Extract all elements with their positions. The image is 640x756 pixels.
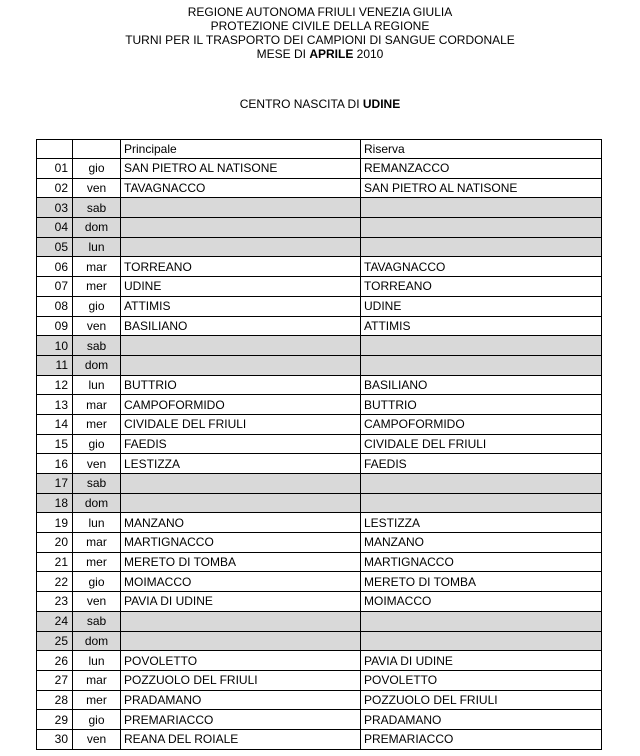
principale-cell: PAVIA DI UDINE: [121, 592, 361, 612]
weekday-cell: ven: [73, 316, 121, 336]
weekday-cell: sab: [73, 474, 121, 494]
principale-cell: PRADAMANO: [121, 690, 361, 710]
day-number-cell: 20: [37, 533, 73, 553]
riserva-cell: MARTIGNACCO: [361, 552, 602, 572]
day-number-cell: 08: [37, 296, 73, 316]
weekday-cell: mer: [73, 414, 121, 434]
day-number-cell: 04: [37, 218, 73, 238]
weekday-cell: gio: [73, 159, 121, 179]
weekday-cell: ven: [73, 454, 121, 474]
principale-cell: MERETO DI TOMBA: [121, 552, 361, 572]
day-number-cell: 12: [37, 375, 73, 395]
weekday-cell: dom: [73, 355, 121, 375]
principale-cell: MANZANO: [121, 513, 361, 533]
day-number-cell: 27: [37, 670, 73, 690]
weekday-cell: ven: [73, 729, 121, 749]
principale-cell: POZZUOLO DEL FRIULI: [121, 670, 361, 690]
day-number-cell: 29: [37, 710, 73, 730]
table-row: [37, 355, 602, 375]
day-number-cell: 17: [37, 474, 73, 494]
table-header-row: [37, 140, 602, 159]
weekday-cell: sab: [73, 198, 121, 218]
table-row: [37, 533, 602, 553]
principale-cell: MARTIGNACCO: [121, 533, 361, 553]
riserva-cell: REMANZACCO: [361, 159, 602, 179]
birth-center-prefix: CENTRO NASCITA DI: [239, 97, 363, 111]
birth-center-city: UDINE: [362, 97, 401, 111]
weekday-cell: lun: [73, 375, 121, 395]
month-year: 2010: [353, 47, 384, 61]
riserva-cell: POZZUOLO DEL FRIULI: [361, 690, 602, 710]
principale-cell: BUTTRIO: [121, 375, 361, 395]
header-cell-riserva: Riserva: [361, 140, 602, 159]
principale-cell: LESTIZZA: [121, 454, 361, 474]
table-row: [37, 710, 602, 730]
day-number-cell: 25: [37, 631, 73, 651]
day-number-cell: 11: [37, 355, 73, 375]
riserva-cell: ATTIMIS: [361, 316, 602, 336]
weekday-cell: dom: [73, 218, 121, 238]
table-row: [37, 572, 602, 592]
day-number-cell: 01: [37, 159, 73, 179]
riserva-cell: PRADAMANO: [361, 710, 602, 730]
shift-table: [36, 139, 602, 750]
weekday-cell: sab: [73, 336, 121, 356]
principale-cell: PREMARIACCO: [121, 710, 361, 730]
riserva-cell: BUTTRIO: [361, 395, 602, 415]
weekday-cell: lun: [73, 237, 121, 257]
table-row: [37, 611, 602, 631]
document-header: [0, 5, 640, 61]
riserva-cell: PAVIA DI UDINE: [361, 651, 602, 671]
day-number-cell: 23: [37, 592, 73, 612]
day-number-cell: 13: [37, 395, 73, 415]
weekday-cell: ven: [73, 178, 121, 198]
weekday-cell: mar: [73, 670, 121, 690]
weekday-cell: mar: [73, 257, 121, 277]
table-row: [37, 414, 602, 434]
day-number-cell: 05: [37, 237, 73, 257]
riserva-cell: [361, 611, 602, 631]
principale-cell: CIVIDALE DEL FRIULI: [121, 414, 361, 434]
table-row: [37, 670, 602, 690]
principale-cell: [121, 198, 361, 218]
riserva-cell: [361, 355, 602, 375]
riserva-cell: FAEDIS: [361, 454, 602, 474]
table-row: [37, 729, 602, 749]
table-row: [37, 434, 602, 454]
riserva-cell: [361, 237, 602, 257]
principale-cell: [121, 336, 361, 356]
month-name: APRILE: [309, 47, 354, 61]
table-row: [37, 159, 602, 179]
table-row: [37, 651, 602, 671]
riserva-cell: LESTIZZA: [361, 513, 602, 533]
table-row: [37, 513, 602, 533]
weekday-cell: mer: [73, 690, 121, 710]
principale-cell: FAEDIS: [121, 434, 361, 454]
day-number-cell: 18: [37, 493, 73, 513]
principale-cell: [121, 355, 361, 375]
principale-cell: SAN PIETRO AL NATISONE: [121, 159, 361, 179]
riserva-cell: MANZANO: [361, 533, 602, 553]
principale-cell: BASILIANO: [121, 316, 361, 336]
day-number-cell: 10: [37, 336, 73, 356]
weekday-cell: sab: [73, 611, 121, 631]
day-number-cell: 03: [37, 198, 73, 218]
riserva-cell: [361, 198, 602, 218]
principale-cell: [121, 218, 361, 238]
weekday-cell: ven: [73, 592, 121, 612]
riserva-cell: CAMPOFORMIDO: [361, 414, 602, 434]
day-number-cell: 30: [37, 729, 73, 749]
riserva-cell: [361, 631, 602, 651]
table-row: [37, 690, 602, 710]
weekday-cell: dom: [73, 493, 121, 513]
riserva-cell: TAVAGNACCO: [361, 257, 602, 277]
day-number-cell: 14: [37, 414, 73, 434]
day-number-cell: 24: [37, 611, 73, 631]
weekday-cell: gio: [73, 434, 121, 454]
month-prefix: MESE DI: [256, 47, 310, 61]
table-row: [37, 296, 602, 316]
principale-cell: TORREANO: [121, 257, 361, 277]
principale-cell: CAMPOFORMIDO: [121, 395, 361, 415]
weekday-cell: mer: [73, 277, 121, 297]
weekday-cell: mer: [73, 552, 121, 572]
table-row: [37, 336, 602, 356]
riserva-cell: [361, 218, 602, 238]
table-row: [37, 592, 602, 612]
table-row: [37, 277, 602, 297]
riserva-cell: MERETO DI TOMBA: [361, 572, 602, 592]
day-number-cell: 26: [37, 651, 73, 671]
day-number-cell: 16: [37, 454, 73, 474]
principale-cell: ATTIMIS: [121, 296, 361, 316]
day-number-cell: 09: [37, 316, 73, 336]
principale-cell: MOIMACCO: [121, 572, 361, 592]
principale-cell: POVOLETTO: [121, 651, 361, 671]
weekday-cell: gio: [73, 710, 121, 730]
weekday-cell: dom: [73, 631, 121, 651]
table-row: [37, 257, 602, 277]
header-cell-principale: Principale: [121, 140, 361, 159]
day-number-cell: 07: [37, 277, 73, 297]
table-row: [37, 474, 602, 494]
table-row: [37, 316, 602, 336]
header-cell-day: [73, 140, 121, 159]
header-region: REGIONE AUTONOMA FRIULI VENEZIA GIULIA: [187, 5, 453, 19]
header-month: [0, 47, 640, 61]
table-row: [37, 178, 602, 198]
principale-cell: [121, 237, 361, 257]
table-row: [37, 552, 602, 572]
weekday-cell: mar: [73, 533, 121, 553]
weekday-cell: gio: [73, 572, 121, 592]
birth-center-title: [0, 97, 640, 111]
day-number-cell: 15: [37, 434, 73, 454]
weekday-cell: mar: [73, 395, 121, 415]
table-row: [37, 237, 602, 257]
principale-cell: [121, 611, 361, 631]
day-number-cell: 21: [37, 552, 73, 572]
riserva-cell: BASILIANO: [361, 375, 602, 395]
day-number-cell: 19: [37, 513, 73, 533]
day-number-cell: 22: [37, 572, 73, 592]
table-row: [37, 218, 602, 238]
day-number-cell: 06: [37, 257, 73, 277]
riserva-cell: SAN PIETRO AL NATISONE: [361, 178, 602, 198]
principale-cell: UDINE: [121, 277, 361, 297]
table-row: [37, 454, 602, 474]
principale-cell: TAVAGNACCO: [121, 178, 361, 198]
weekday-cell: gio: [73, 296, 121, 316]
weekday-cell: lun: [73, 651, 121, 671]
principale-cell: [121, 493, 361, 513]
day-number-cell: 02: [37, 178, 73, 198]
riserva-cell: CIVIDALE DEL FRIULI: [361, 434, 602, 454]
riserva-cell: POVOLETTO: [361, 670, 602, 690]
riserva-cell: TORREANO: [361, 277, 602, 297]
header-civil-protection: PROTEZIONE CIVILE DELLA REGIONE: [210, 19, 430, 33]
riserva-cell: MOIMACCO: [361, 592, 602, 612]
riserva-cell: [361, 474, 602, 494]
riserva-cell: UDINE: [361, 296, 602, 316]
day-number-cell: 28: [37, 690, 73, 710]
table-row: [37, 395, 602, 415]
weekday-cell: lun: [73, 513, 121, 533]
table-row: [37, 493, 602, 513]
table-row: [37, 375, 602, 395]
table-row: [37, 631, 602, 651]
principale-cell: REANA DEL ROIALE: [121, 729, 361, 749]
riserva-cell: [361, 493, 602, 513]
riserva-cell: PREMARIACCO: [361, 729, 602, 749]
header-cell-number: [37, 140, 73, 159]
principale-cell: [121, 631, 361, 651]
table-row: [37, 198, 602, 218]
riserva-cell: [361, 336, 602, 356]
principale-cell: [121, 474, 361, 494]
header-title: TURNI PER IL TRASPORTO DEI CAMPIONI DI SANGUE CORDONALE: [125, 33, 515, 47]
